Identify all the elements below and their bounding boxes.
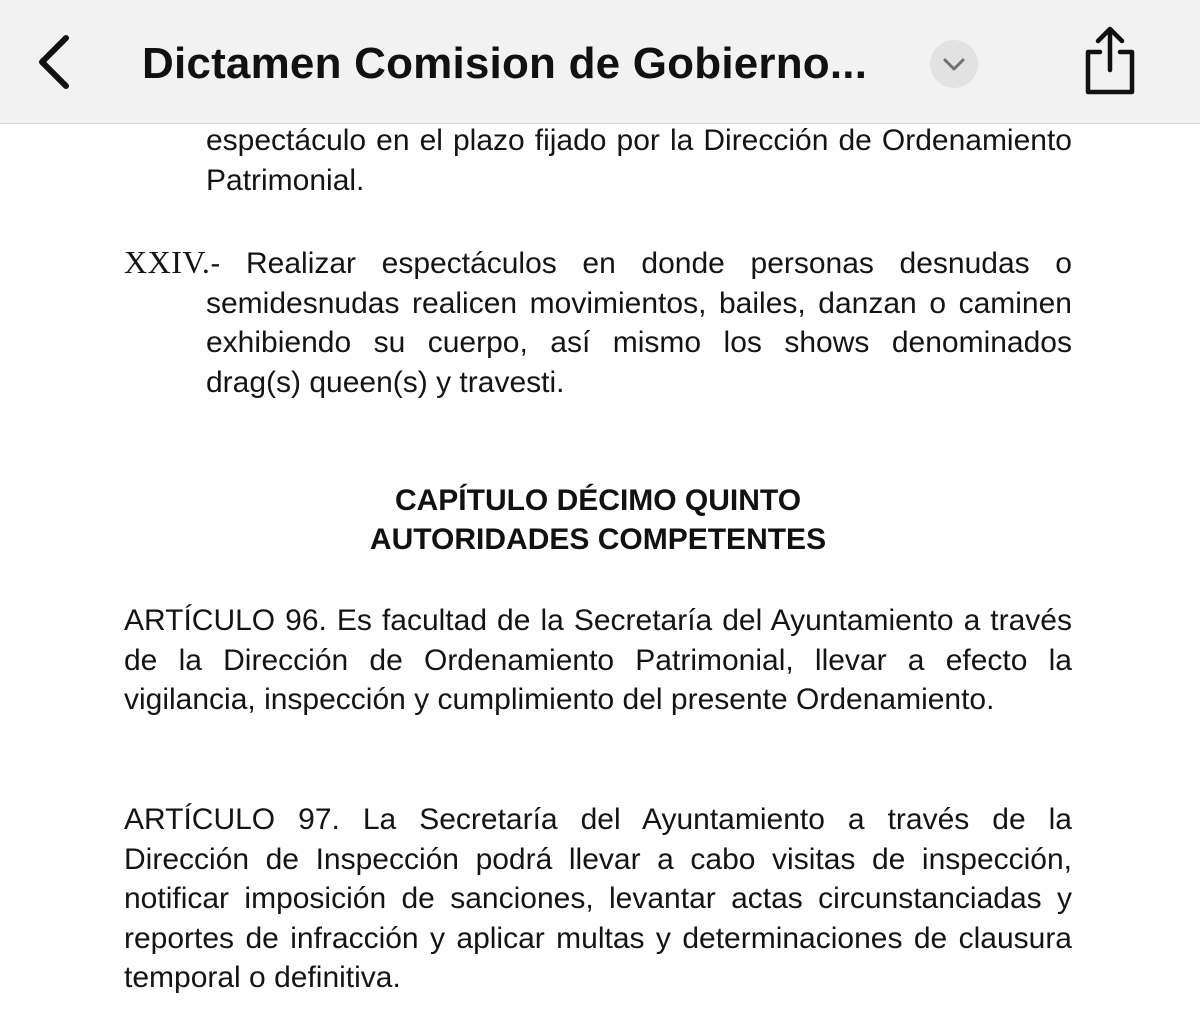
back-button[interactable]: [28, 30, 84, 94]
list-item-xxiv-text: - Realizar espectáculos en donde personas desnudas o semidesnudas realicen movimientos, bailes, danzan o caminen exhibiendo su cuerpo, así mismo los shows denominados drag(s) queen(s) y travesti.: [206, 247, 1072, 399]
article-97: ARTÍCULO 97. La Secretaría del Ayuntamiento a través de la Dirección de Inspección podrá llevar a cabo visitas de inspección, notificar imposición de sanciones, levantar actas circunstanciadas y reportes de infracción y aplicar multas y determinaciones de clausura temporal o definitiva.: [124, 803, 1072, 994]
title-menu-button[interactable]: [930, 40, 978, 88]
chapter-title: CAPÍTULO DÉCIMO QUINTO: [394, 484, 802, 517]
top-navigation-bar: [0, 0, 1200, 124]
share-icon: [1080, 24, 1140, 96]
paragraph-fragment-top: espectáculo en el plazo fijado por la Dirección de Ordenamiento Patrimonial.: [206, 124, 1072, 197]
article-96: ARTÍCULO 96. Es facultad de la Secretaría del Ayuntamiento a través de la Dirección de Ordenamiento Patrimonial, llevar a efecto la vigilancia, inspección y cumplimiento del presente Ordenamiento.: [124, 604, 1072, 716]
document-page[interactable]: [0, 124, 1200, 1029]
chevron-down-icon: [942, 54, 966, 74]
chapter-heading: [0, 481, 1196, 559]
chapter-subtitle: AUTORIDADES COMPETENTES: [369, 523, 827, 556]
document-title[interactable]: Dictamen Comision de Gobierno...: [142, 39, 868, 88]
chevron-left-icon: [28, 30, 84, 94]
roman-numeral: XXIV.: [124, 244, 211, 280]
list-item-xxiv: [124, 243, 1072, 402]
share-button[interactable]: [1080, 24, 1140, 96]
